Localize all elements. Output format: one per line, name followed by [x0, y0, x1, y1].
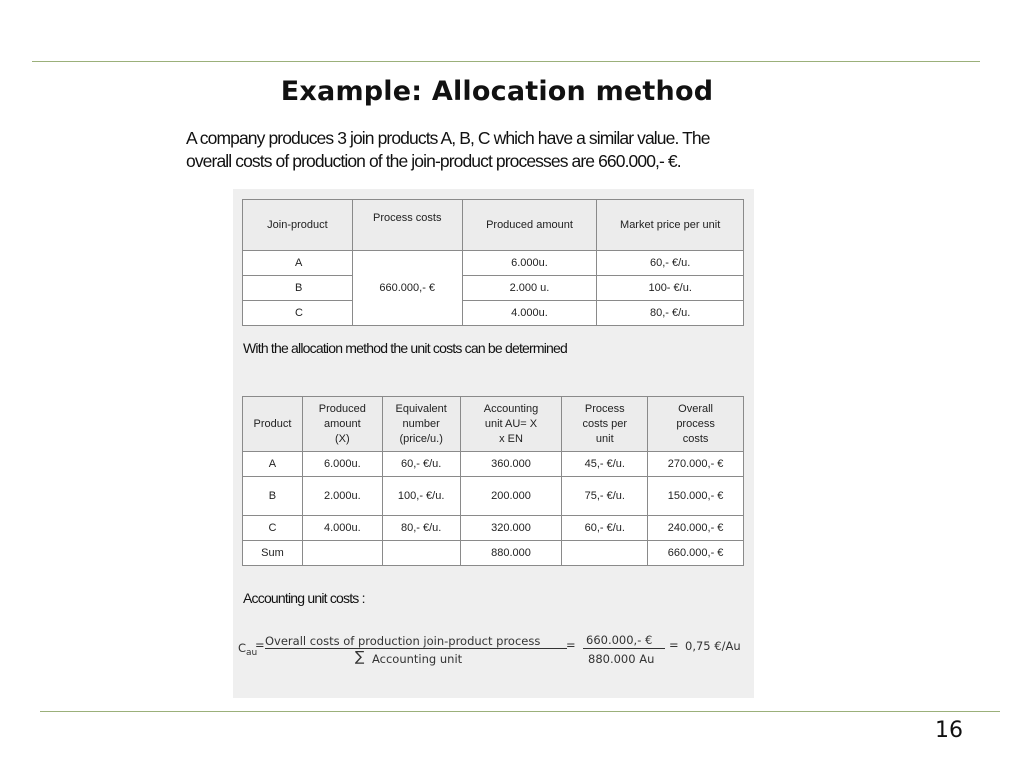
cell-empty [302, 541, 382, 566]
header-line: Overall [678, 402, 713, 415]
header-produced-amount: Produced amount [462, 200, 597, 251]
fraction-bar [265, 648, 567, 649]
page-number: 16 [935, 718, 963, 743]
cell-equivalent: 100,- €/u. [382, 477, 460, 516]
header-overall-process-costs [648, 397, 744, 452]
header-market-price: Market price per unit [597, 200, 744, 251]
formula-denominator-value: 880.000 Au [588, 652, 655, 666]
header-line: Produced [318, 402, 366, 415]
cell-empty [562, 541, 648, 566]
cell-accounting-units: 320.000 [460, 516, 562, 541]
header-accounting-unit [460, 397, 562, 452]
intro-text [186, 127, 806, 173]
formula-lhs-subscript: au [246, 648, 258, 658]
cell-sum-label: Sum [243, 541, 303, 566]
slide-title: Example: Allocation method [280, 76, 714, 107]
formula-denominator: Accounting unit [372, 652, 463, 666]
header-line: unit [595, 432, 614, 445]
cell-overall-cost: 150.000,- € [648, 477, 744, 516]
allocation-subtitle: With the allocation method the unit costs can be determined [243, 340, 568, 356]
products-table-header-row [243, 200, 744, 251]
header-line: (X) [334, 432, 350, 445]
cell-product: A [243, 251, 353, 276]
cell-product: C [243, 516, 303, 541]
formula-lhs-symbol: C [238, 641, 247, 655]
table-row [243, 276, 744, 301]
cell-amount: 6.000u. [462, 251, 597, 276]
header-equivalent-number [382, 397, 460, 452]
cell-price: 80,- €/u. [597, 301, 744, 326]
header-line: Process [584, 402, 625, 415]
cell-amount: 6.000u. [302, 452, 382, 477]
header-join-product: Join-product [243, 200, 353, 251]
header-line: process [676, 417, 715, 430]
header-line: costs per [582, 417, 628, 430]
header-process-costs: Process costs [352, 200, 462, 251]
cell-process-costs: 660.000,- € [352, 251, 462, 326]
cell-sum-overall: 660.000,- € [648, 541, 744, 566]
formula-equals: = [255, 638, 265, 652]
header-produced-amount [302, 397, 382, 452]
allocation-table [242, 396, 744, 566]
table-row [243, 516, 744, 541]
cell-product: A [243, 452, 303, 477]
cell-unit-cost: 75,- €/u. [562, 477, 648, 516]
accounting-unit-costs-label: Accounting unit costs : [243, 590, 365, 606]
table-row [243, 301, 744, 326]
cell-amount: 4.000u. [462, 301, 597, 326]
cell-empty [382, 541, 460, 566]
cell-equivalent: 80,- €/u. [382, 516, 460, 541]
top-divider [32, 61, 980, 62]
cell-product: B [243, 477, 303, 516]
fraction-bar [583, 648, 665, 649]
formula-result: 0,75 €/Au [685, 639, 741, 653]
cell-sum-accounting-units: 880.000 [460, 541, 562, 566]
cell-price: 60,- €/u. [597, 251, 744, 276]
intro-line-1: A company produces 3 join products A, B, C which have a similar value. The [186, 128, 710, 148]
accounting-unit-cost-formula [233, 629, 754, 669]
header-line: (price/u.) [399, 432, 443, 445]
header-product: Product [243, 397, 303, 452]
formula-equals: = [669, 638, 679, 652]
cell-unit-cost: 45,- €/u. [562, 452, 648, 477]
cell-accounting-units: 360.000 [460, 452, 562, 477]
header-process-costs-per-unit [562, 397, 648, 452]
cell-equivalent: 60,- €/u. [382, 452, 460, 477]
header-line: Equivalent [395, 402, 447, 415]
table-row [243, 251, 744, 276]
sigma-symbol: ∑ [355, 649, 365, 665]
formula-numerator-value: 660.000,- € [586, 633, 653, 647]
products-table [242, 199, 744, 326]
cell-unit-cost: 60,- €/u. [562, 516, 648, 541]
cell-amount: 4.000u. [302, 516, 382, 541]
table-row [243, 452, 744, 477]
header-line: Accounting [483, 402, 539, 415]
cell-price: 100- €/u. [597, 276, 744, 301]
bottom-divider [40, 711, 1000, 712]
cell-product: B [243, 276, 353, 301]
cell-amount: 2.000 u. [462, 276, 597, 301]
cell-accounting-units: 200.000 [460, 477, 562, 516]
cell-product: C [243, 301, 353, 326]
formula-numerator: Overall costs of production join-product process [265, 634, 541, 648]
table-row [243, 477, 744, 516]
header-line: costs [682, 432, 709, 445]
formula-equals: = [566, 638, 576, 652]
intro-line-2: overall costs of production of the join-product processes are 660.000,- €. [186, 151, 681, 171]
allocation-table-header-row [243, 397, 744, 452]
cell-overall-cost: 270.000,- € [648, 452, 744, 477]
header-line: amount [323, 417, 361, 430]
example-image-panel [233, 189, 754, 698]
header-line: number [402, 417, 440, 430]
cell-amount: 2.000u. [302, 477, 382, 516]
header-line: x EN [499, 432, 523, 445]
cell-overall-cost: 240.000,- € [648, 516, 744, 541]
header-line: unit AU= X [484, 417, 538, 430]
sum-row [243, 541, 744, 566]
